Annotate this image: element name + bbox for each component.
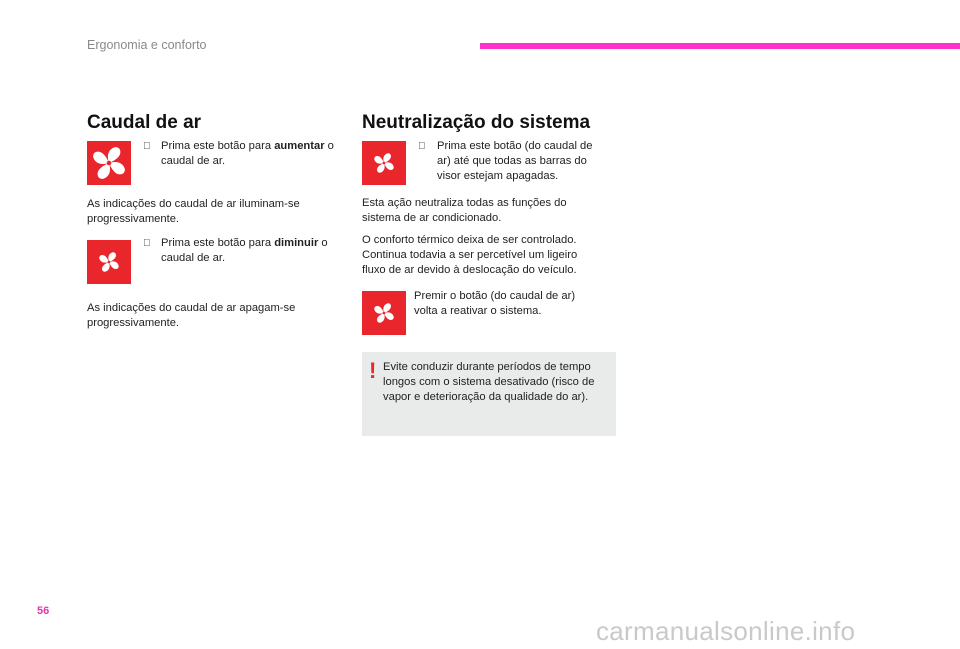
bullet-icon: [143, 238, 151, 249]
page-number: 56: [37, 605, 50, 617]
section-title: Ergonomia e conforto: [87, 38, 207, 52]
press-instruction: Prima este botão (do caudal de ar) até que todas as barras do visor estejam apagadas.: [437, 140, 593, 182]
fan-small-icon[interactable]: [362, 141, 406, 185]
fan-large-icon[interactable]: [87, 141, 131, 185]
paragraph-comfort: O conforto térmico deixa de ser controlado. Continua todavia a ser percetível um ligeiro fluxo de ar devido à deslocação do veículo.: [362, 234, 578, 276]
section-accent-bar: [480, 43, 960, 49]
fan-small-icon[interactable]: [87, 240, 131, 284]
bullet-icon: [418, 141, 426, 152]
watermark: carmanualsonline.info: [596, 616, 856, 646]
paragraph-neutralize: Esta ação neutraliza todas as funções do sistema de ar condicionado.: [362, 197, 567, 224]
warning-text: Evite conduzir durante períodos de tempo longos com o sistema desativado (risco de vapor e deterioração da qualidade do ar).: [383, 361, 595, 403]
paragraph-dim: As indicações do caudal de ar apagam-se progressivamente.: [87, 302, 296, 329]
increase-instruction: Prima este botão para aumentar o caudal de ar.: [161, 140, 334, 167]
paragraph-illuminate: As indicações do caudal de ar iluminam-se progressivamente.: [87, 198, 300, 225]
heading-caudal-de-ar: Caudal de ar: [87, 112, 202, 133]
fan-small-icon[interactable]: [362, 291, 406, 335]
decrease-instruction: Prima este botão para diminuir o caudal de ar.: [161, 237, 328, 264]
warning-icon: !: [369, 358, 377, 383]
heading-neutralizacao: Neutralização do sistema: [362, 112, 591, 133]
reactivate-instruction: Premir o botão (do caudal de ar) volta a reativar o sistema.: [414, 290, 576, 317]
bullet-icon: [143, 141, 151, 152]
